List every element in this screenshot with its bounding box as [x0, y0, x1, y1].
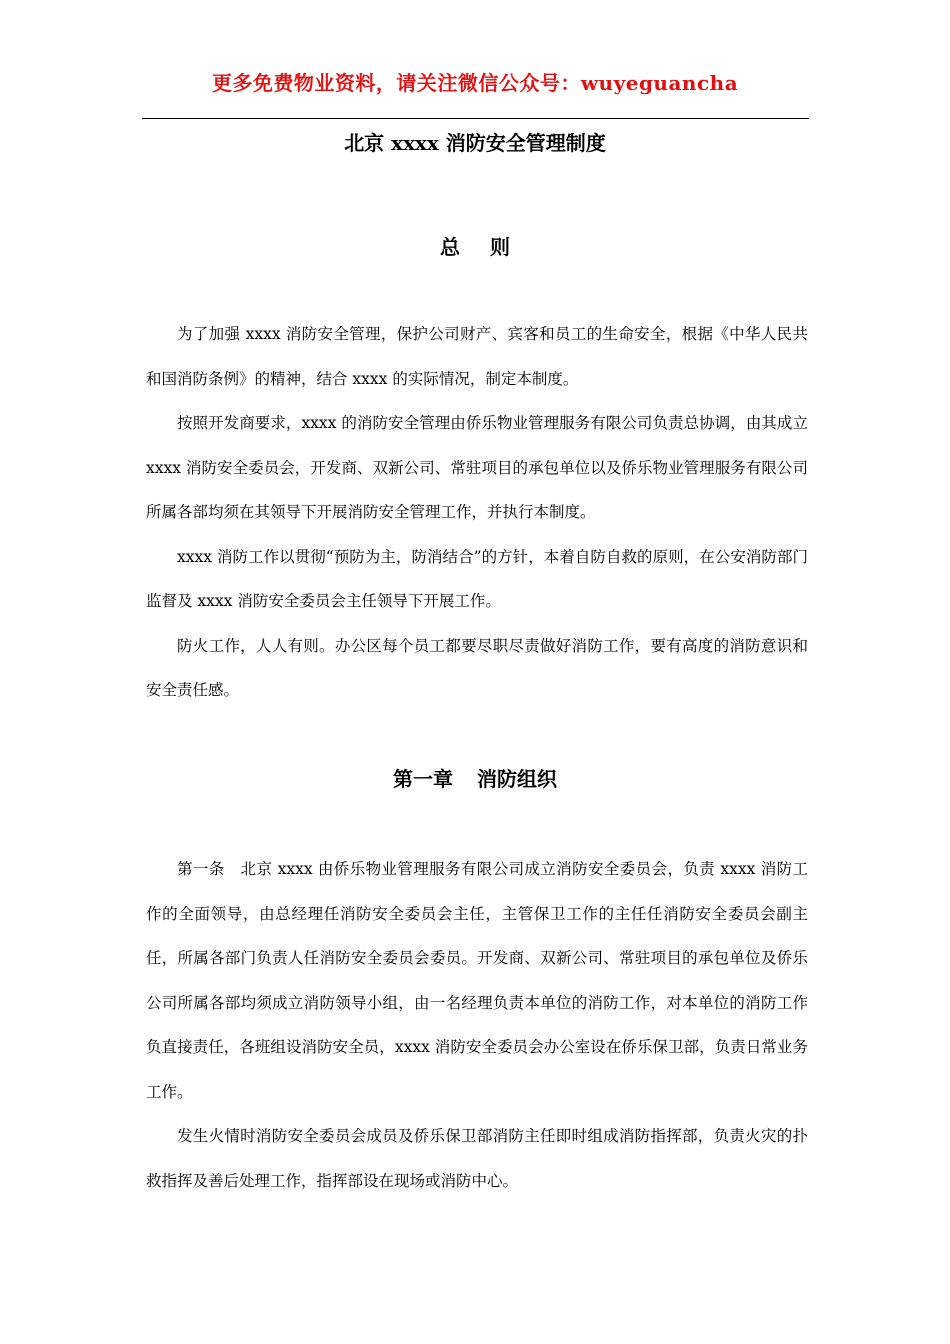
header-divider [142, 118, 809, 119]
promo-banner: 更多免费物业资料，请关注微信公众号：wuyeguancha [211, 71, 739, 95]
chapter1-body [146, 847, 808, 1203]
paragraph: 为了加强 xxxx 消防安全管理，保护公司财产、宾客和员工的生命安全，根据《中华人民共和国消防条例》的精神，结合 xxxx 的实际情况，制定本制度。 [146, 325, 808, 388]
paragraph: 按照开发商要求，xxxx 的消防安全管理由侨乐物业管理服务有限公司负责总协调，由其成立 xxxx 消防安全委员会，开发商、双新公司、常驻项目的承包单位以及侨乐物业管理服务有限公司所属各部均须在其领导下开展消防安全管理工作，并执行本制度。 [146, 414, 808, 521]
section-heading-general [0, 232, 950, 262]
heading-general-part1: 总 [440, 235, 460, 259]
paragraph: 发生火情时消防安全委员会成员及侨乐保卫部消防主任即时组成消防指挥部，负责火灾的扑救指挥及善后处理工作，指挥部设在现场或消防中心。 [146, 1127, 808, 1190]
section-heading-chapter1 [0, 764, 950, 794]
general-body [146, 312, 808, 713]
paragraph: 防火工作，人人有则。办公区每个员工都要尽职尽责做好消防工作，要有高度的消防意识和安全责任感。 [146, 636, 808, 699]
paragraph: xxxx 消防工作以贯彻“预防为主，防消结合”的方针，本着自防自救的原则，在公安消防部门监督及 xxxx 消防安全委员会主任领导下开展工作。 [146, 547, 808, 610]
paragraph: 第一条 北京 xxxx 由侨乐物业管理服务有限公司成立消防安全委员会，负责 xxxx 消防工作的全面领导，由总经理任消防安全委员会主任，主管保卫工作的主任任消防安全委员会副主任，所属各部门负责人任消防安全委员会委员。开发商、双新公司、常驻项目的承包单位及侨乐公司所属各部均须成立消防领导小组，由一名经理负责本单位的消防工作，对本单位的消防工作负直接责任，各班组设消防安全员，xxxx 消防安全委员会办公室设在侨乐保卫部，负责日常业务工作。 [146, 860, 808, 1101]
heading-chapter1-number: 第一章 [393, 767, 453, 791]
heading-chapter1-title: 消防组织 [477, 767, 557, 791]
document-title: 北京 xxxx 消防安全管理制度 [344, 131, 606, 155]
heading-general-part2: 则 [490, 235, 510, 259]
